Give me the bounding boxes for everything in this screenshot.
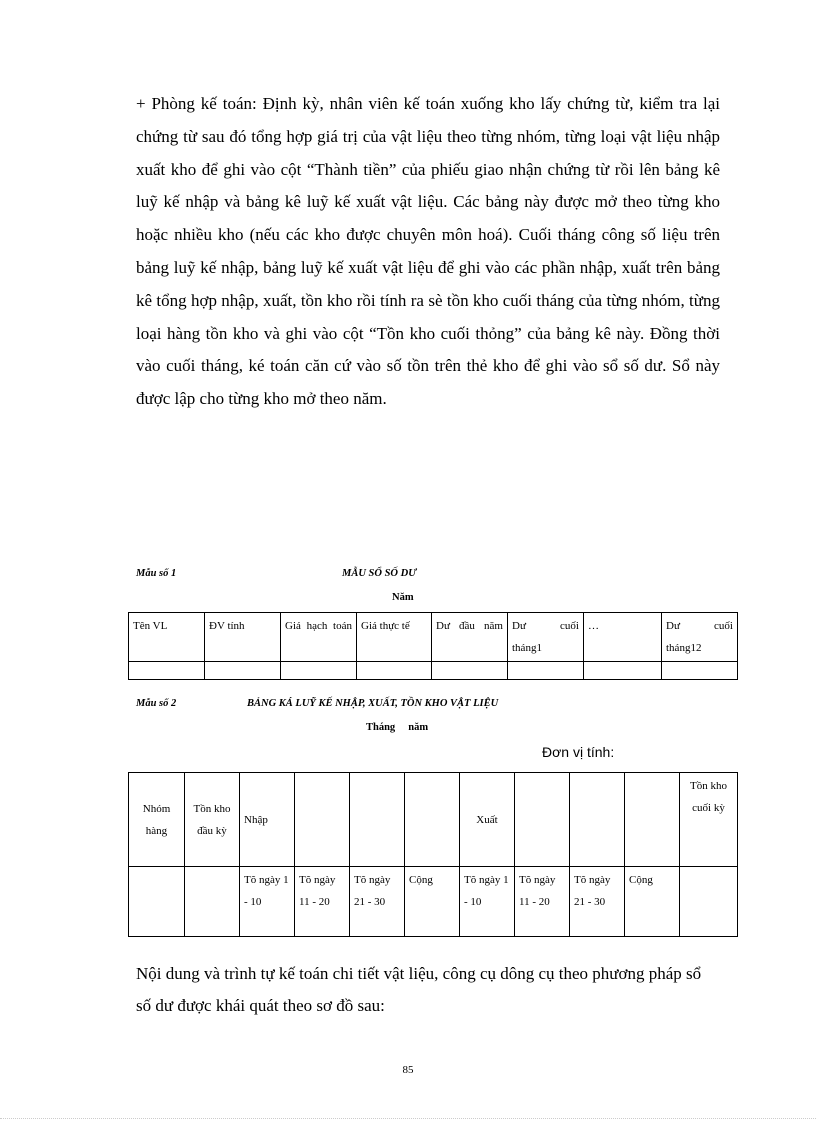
table-header-cell: Nhóm hàng — [129, 773, 185, 867]
table-cell: Tõ ngày 21 - 30 — [570, 867, 625, 937]
table-header-cell: ĐV tính — [205, 613, 281, 662]
table-header-cell: Xuất — [460, 773, 515, 867]
table-cell — [129, 662, 205, 680]
table-cell — [584, 662, 662, 680]
form1-label: Mẫu số 1 — [136, 568, 177, 579]
footer-divider — [0, 1118, 816, 1119]
table-header-cell: Tên VL — [129, 613, 205, 662]
table-row — [129, 613, 738, 662]
form1-title: MẪU SỔ SỐ DƯ — [342, 568, 417, 579]
table-cell: Tõ ngày 1 - 10 — [240, 867, 295, 937]
table-header-cell — [295, 773, 350, 867]
table-header-cell: Giá thực tế — [357, 613, 432, 662]
table-header-cell: Tồn kho cuối kỳ — [680, 773, 738, 867]
table-cell — [680, 867, 738, 937]
body-paragraph-1: + Phòng kế toán: Định kỳ, nhân viên kế toán xuống kho lấy chứng từ, kiểm tra lại chứng từ sau đó tổng hợp giá trị của vật liệu theo từng nhóm, từng loại vật liệu nhập xuất kho để ghi vào cột “Thành tiền” của phiếu giao nhận chứng từ rồi lên bảng kê luỹ kế nhập và bảng kê luỹ kế xuất vật liệu. Các bảng này được mở theo từng kho hoặc nhiều kho (nếu các kho được chuyên môn hoá). Cuối tháng công số liệu trên bảng luỹ kế nhập, bảng luỹ kế xuất vật liệu để ghi vào các phần nhập, xuất trên bảng kê tổng hợp nhập, xuất, tồn kho rồi tính ra sè tồn kho cuối tháng của từng nhóm, từng loại hàng tồn kho và ghi vào cột “Tồn kho cuối thỏng” của bảng kê này. Đồng thời vào cuối tháng, ké toán căn cứ vào số tồn trên thẻ kho để ghi vào sổ số dư. Sổ này được lập cho từng kho mở theo năm. — [136, 94, 720, 409]
form1-table — [128, 612, 738, 680]
table-header-cell — [625, 773, 680, 867]
table-header-cell: Dư cuối tháng1 — [508, 613, 584, 662]
table-header-cell: … — [584, 613, 662, 662]
table-header-cell: Nhập — [240, 773, 295, 867]
form1-subtitle: Năm — [392, 592, 414, 603]
table-header-cell: Giá hạch toán — [281, 613, 357, 662]
table-cell — [662, 662, 738, 680]
table-row — [129, 773, 738, 867]
table-cell: Tõ ngày 1 - 10 — [460, 867, 515, 937]
table-cell — [129, 867, 185, 937]
form2-subtitle: Tháng năm — [366, 722, 429, 733]
table-cell: Tõ ngày 11 - 20 — [515, 867, 570, 937]
table-cell: Cộng — [405, 867, 460, 937]
unit-label: Đơn vị tính: — [542, 744, 615, 760]
table-cell — [185, 867, 240, 937]
table-cell — [281, 662, 357, 680]
table-cell: Cộng — [625, 867, 680, 937]
form2-table — [128, 772, 738, 937]
form2-label: Mẫu số 2 — [136, 698, 177, 709]
table-cell — [205, 662, 281, 680]
table-header-cell: Dư cuối tháng12 — [662, 613, 738, 662]
table-cell — [508, 662, 584, 680]
table-header-cell: Tồn kho đầu kỳ — [185, 773, 240, 867]
table-header-cell: Dư đầu năm — [432, 613, 508, 662]
table-cell — [357, 662, 432, 680]
form2-title: BẢNG KÁ LUỸ KẾ NHẬP, XUẤT, TỒN KHO VẬT LIỆU — [247, 698, 499, 709]
page-number: 85 — [402, 1064, 414, 1076]
table-header-cell — [570, 773, 625, 867]
body-paragraph-2: Nội dung và trình tự kế toán chi tiết vật liệu, công cụ dông cụ theo phương pháp sổ số dư được khái quát theo sơ đồ sau: — [136, 964, 702, 1015]
table-header-cell — [350, 773, 405, 867]
table-cell: Tõ ngày 21 - 30 — [350, 867, 405, 937]
table-row — [129, 867, 738, 937]
table-cell — [432, 662, 508, 680]
table-cell: Tõ ngày 11 - 20 — [295, 867, 350, 937]
table-header-cell — [405, 773, 460, 867]
table-header-cell — [515, 773, 570, 867]
table-row — [129, 662, 738, 680]
